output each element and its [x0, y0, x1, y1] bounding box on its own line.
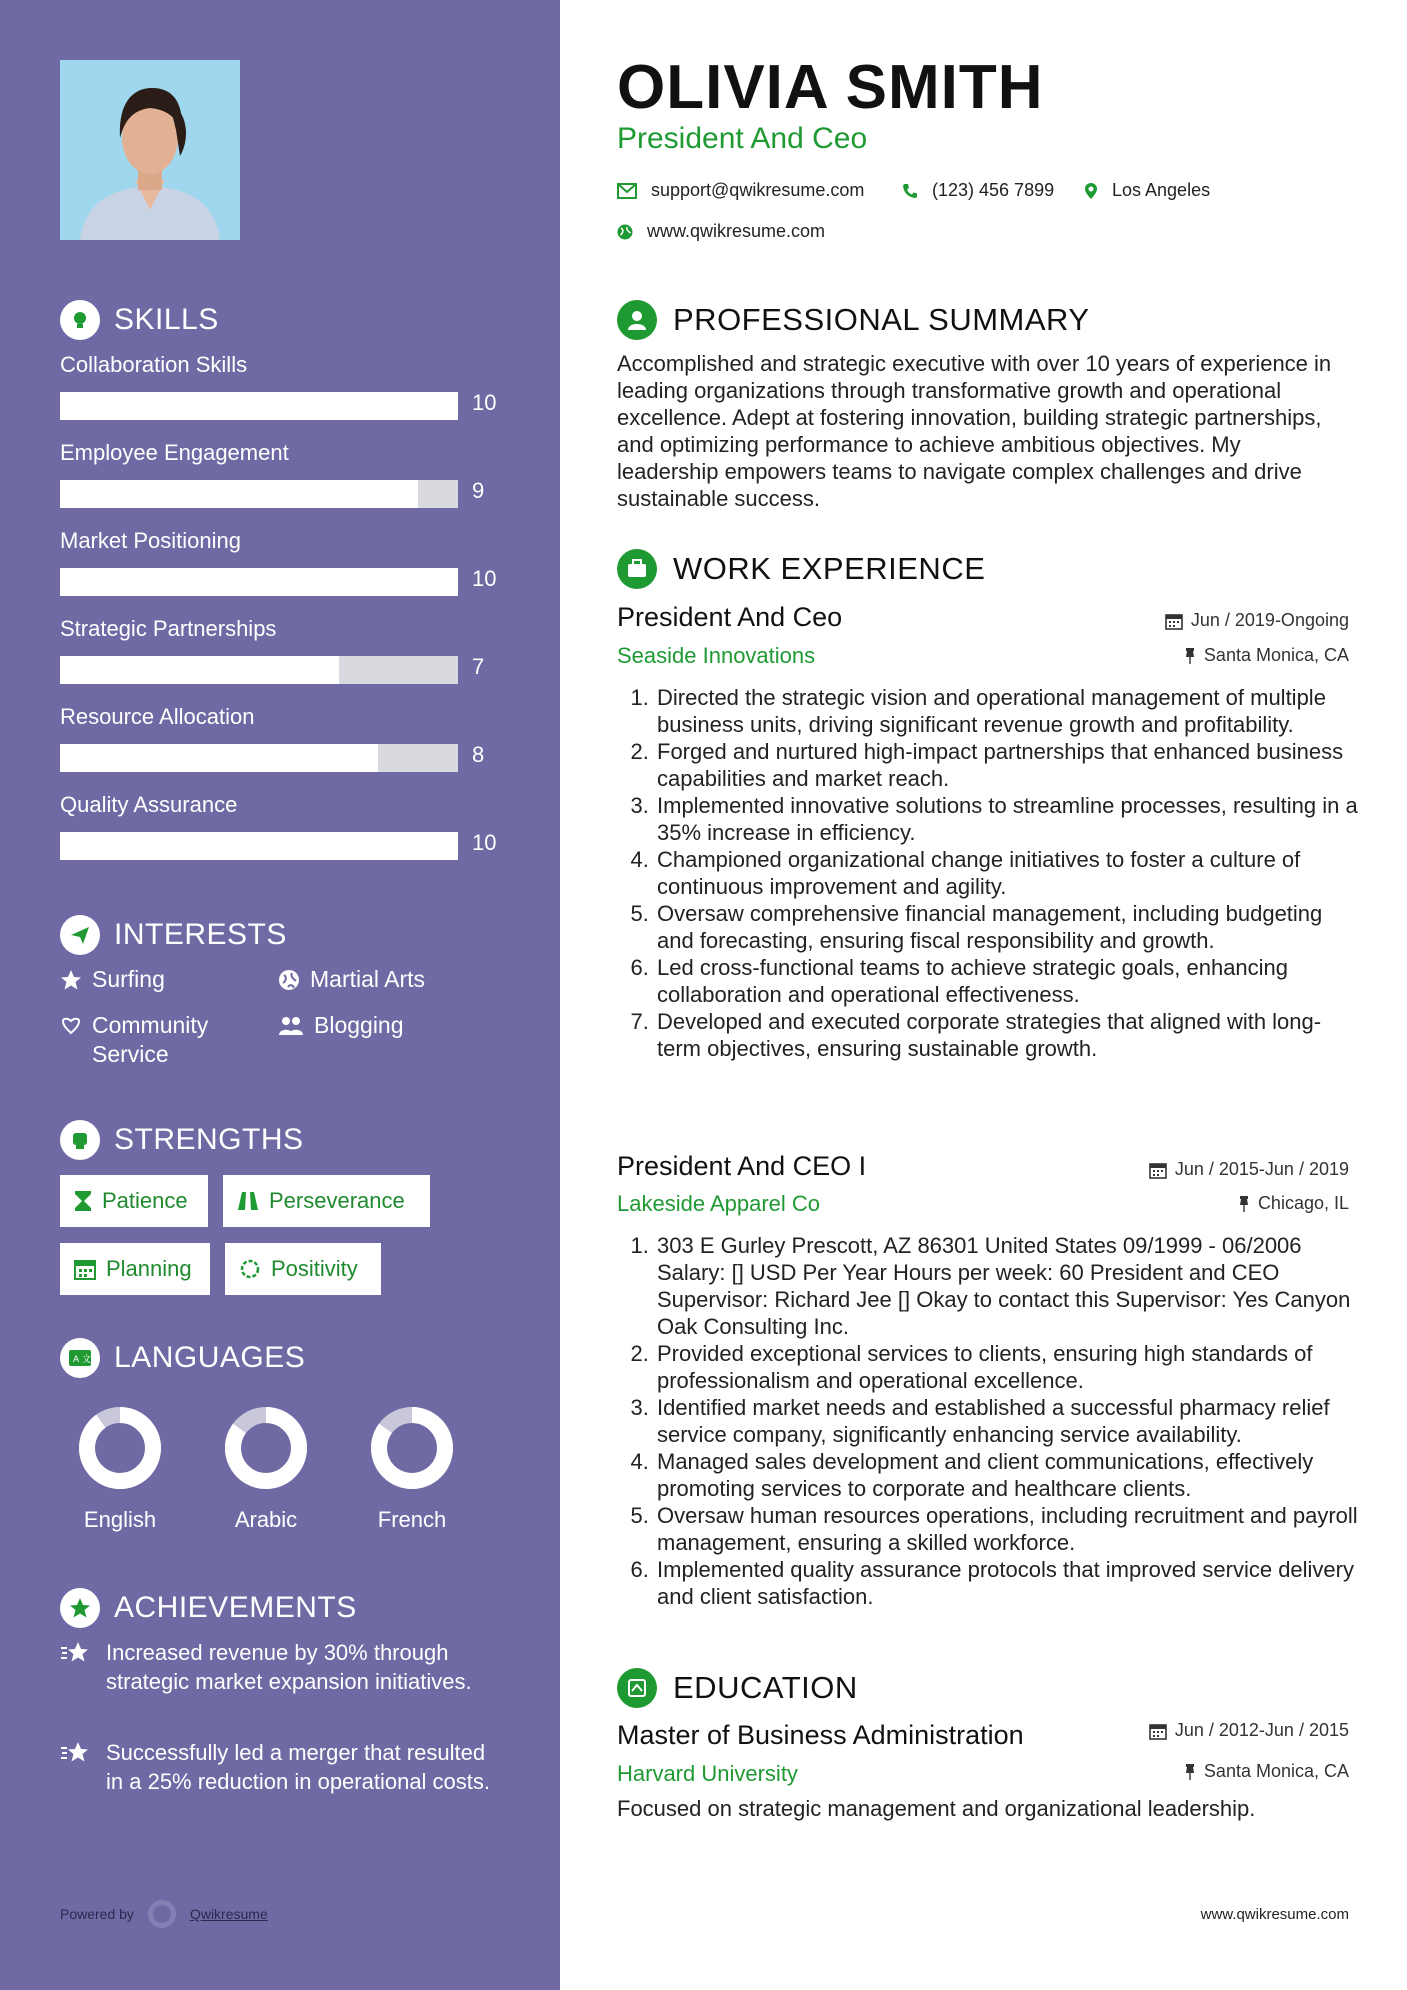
language-level-donut [223, 1405, 309, 1491]
education-location: Santa Monica, CA [1184, 1761, 1349, 1782]
interest-item: Martial Arts [278, 965, 425, 994]
degree-title: Master of Business Administration [617, 1720, 1024, 1750]
skill-name: Market Positioning [60, 528, 241, 553]
duty-item: 3. Identified market needs and established a successful pharmacy relief service company, significantly enhancing service availability. [655, 1394, 1365, 1448]
pin-icon [1184, 1763, 1196, 1781]
job-location: Chicago, IL [1238, 1193, 1349, 1214]
skill-bar-fill [60, 656, 339, 684]
duty-item: 5. Oversaw comprehensive financial management, including budgeting and forecasting, ensuring fiscal responsibility and growth. [655, 900, 1365, 954]
graduation-icon [617, 1668, 657, 1708]
profile-photo [60, 60, 240, 240]
skill-bar [60, 744, 458, 772]
duty-item: 2. Provided exceptional services to clients, ensuring high standards of professionalism and operational excellence. [655, 1340, 1365, 1394]
achievements-heading: ACHIEVEMENTS [60, 1588, 357, 1628]
sidebar [0, 0, 560, 1990]
skill-name: Quality Assurance [60, 792, 238, 817]
calendar-icon [1165, 612, 1183, 630]
skill-score: 10 [472, 566, 497, 591]
phone-icon [902, 183, 918, 199]
contact-phone[interactable]: (123) 456 7899 [902, 180, 1054, 201]
language-item [60, 1405, 180, 1533]
achievement-item: Increased revenue by 30% through strategic market expansion initiatives. [60, 1638, 500, 1696]
map-marker-icon [1084, 182, 1098, 200]
job-company: Lakeside Apparel Co [617, 1191, 821, 1216]
language-item [352, 1405, 472, 1533]
skill-bar-fill [60, 744, 378, 772]
contact-email[interactable]: support@qwikresume.com [617, 180, 864, 201]
calendar-icon [74, 1258, 96, 1280]
strengths-heading: STRENGTHS [60, 1120, 304, 1160]
calendar-icon [1149, 1161, 1167, 1179]
svg-text:A: A [73, 1355, 80, 1365]
experience-heading: WORK EXPERIENCE [617, 549, 985, 589]
skill-score: 8 [472, 742, 485, 767]
language-level-donut [369, 1405, 455, 1491]
skill-score: 9 [472, 478, 485, 503]
interest-item: Blogging [278, 1011, 404, 1040]
duty-item: 1. Directed the strategic vision and operational management of multiple business units, driving significant revenue growth and profitability. [655, 684, 1365, 738]
duty-item: 6. Implemented quality assurance protocols that improved service delivery and client satisfaction. [655, 1556, 1365, 1610]
duty-item: 1. 303 E Gurley Prescott, AZ 86301 United States 09/1999 - 06/2006 Salary: [] USD Per Year Hours per week: 60 President and CEO Supervisor: Richard Jee [] Okay to contact this Supervisor: Yes Canyon Oak Consulting Inc. [655, 1232, 1365, 1340]
star-burst-icon [60, 1640, 92, 1666]
skill-score: 10 [472, 390, 497, 415]
star-burst-icon [60, 1740, 92, 1766]
user-icon [617, 300, 657, 340]
job-dates: Jun / 2019-Ongoing [1165, 610, 1349, 631]
skill-bar-fill [60, 480, 418, 508]
road-icon [237, 1191, 259, 1211]
interests-heading: INTERESTS [60, 915, 287, 955]
users-icon [278, 1015, 304, 1037]
trophy-star-icon [60, 1588, 100, 1628]
skill-bar-fill [60, 392, 458, 420]
skills-heading: SKILLS [60, 300, 219, 340]
powered-by: Powered by Qwikresume [60, 1900, 268, 1928]
circle-notch-icon [239, 1258, 261, 1280]
job-title: President And Ceo [617, 602, 843, 632]
duty-item: 4. Championed organizational change initiatives to foster a culture of continuous improvement and agility. [655, 846, 1365, 900]
job-dates: Jun / 2015-Jun / 2019 [1149, 1159, 1349, 1180]
calendar-icon [1149, 1722, 1167, 1740]
job-title: President And CEO I [617, 1151, 867, 1181]
job-location: Santa Monica, CA [1184, 645, 1349, 666]
education-heading: EDUCATION [617, 1668, 858, 1708]
strength-badge: Perseverance [223, 1175, 430, 1227]
donut-fill [87, 1415, 153, 1481]
language-item [206, 1405, 326, 1533]
language-name: French [377, 1507, 447, 1532]
footer-url[interactable]: www.qwikresume.com [1200, 1906, 1349, 1923]
hand-heart-icon [60, 1015, 82, 1037]
duty-item: 2. Forged and nurtured high-impact partnerships that enhanced business capabilities and market reach. [655, 738, 1365, 792]
globe-icon [617, 224, 633, 240]
pin-icon [1184, 647, 1196, 665]
skill-name: Employee Engagement [60, 440, 289, 465]
interest-item: Community Service [60, 1011, 240, 1069]
job-company: Seaside Innovations [617, 643, 816, 668]
summary-text: Accomplished and strategic executive with over 10 years of experience in leading organizations through transformative growth and operational excellence. Adept at fostering innovation, building strategic partnerships, and optimizing performance to achieve ambitious objectives. My leadership empowers teams to navigate complex challenges and drive sustainable success. [617, 351, 1332, 511]
duty-item: 4. Managed sales development and client communications, effectively promoting services to corporate and healthcare clients. [655, 1448, 1365, 1502]
candidate-role: President And Ceo [617, 122, 868, 155]
skill-bar [60, 832, 458, 860]
strength-badge: Planning [60, 1243, 210, 1295]
job-duties [635, 684, 1365, 1062]
skill-score: 10 [472, 830, 497, 855]
duty-item: 5. Oversaw human resources operations, including recruitment and payroll management, ensuring a skilled workforce. [655, 1502, 1365, 1556]
education-description: Focused on strategic management and organizational leadership. [617, 1796, 1256, 1821]
school-name: Harvard University [617, 1761, 798, 1786]
globe-icon [278, 969, 300, 991]
paper-plane-icon [60, 915, 100, 955]
lightbulb-icon [60, 300, 100, 340]
education-dates: Jun / 2012-Jun / 2015 [1149, 1720, 1349, 1741]
languages-heading: A 文 LANGUAGES [60, 1338, 305, 1378]
skill-bar [60, 480, 458, 508]
duty-item: 3. Implemented innovative solutions to streamline processes, resulting in a 35% increase in efficiency. [655, 792, 1365, 846]
skill-name: Strategic Partnerships [60, 616, 277, 641]
skill-bar [60, 392, 458, 420]
interest-item: Surfing [60, 965, 165, 994]
skill-name: Collaboration Skills [60, 352, 248, 377]
skill-name: Resource Allocation [60, 704, 255, 729]
language-level-donut [77, 1405, 163, 1491]
strength-badge: Patience [60, 1175, 208, 1227]
fist-icon [60, 1120, 100, 1160]
achievement-item: Successfully led a merger that resulted in a 25% reduction in operational costs. [60, 1738, 500, 1796]
skill-score: 7 [472, 654, 485, 679]
pin-icon [1238, 1195, 1250, 1213]
main-content [560, 0, 1407, 1990]
skill-bar [60, 568, 458, 596]
skill-bar [60, 656, 458, 684]
duty-item: 7. Developed and executed corporate strategies that aligned with long-term objectives, ensuring sustainable growth. [655, 1008, 1365, 1062]
summary-heading: PROFESSIONAL SUMMARY [617, 300, 1090, 340]
qwikresume-link[interactable]: Qwikresume [189, 1906, 268, 1922]
language-icon [60, 1338, 100, 1378]
envelope-icon [617, 183, 637, 199]
contact-location: Los Angeles [1084, 180, 1210, 201]
strength-badge: Positivity [225, 1243, 381, 1295]
candidate-name: OLIVIA SMITH [617, 53, 1044, 122]
skill-bar-fill [60, 832, 458, 860]
skill-bar-fill [60, 568, 458, 596]
hourglass-icon [74, 1190, 92, 1212]
star-icon [60, 969, 82, 991]
contact-website[interactable]: www.qwikresume.com [617, 221, 825, 242]
qwikresume-logo-icon [148, 1900, 176, 1928]
duty-item: 6. Led cross-functional teams to achieve strategic goals, enhancing collaboration and operational effectiveness. [655, 954, 1365, 1008]
job-duties [635, 1232, 1365, 1610]
language-name: English [83, 1507, 157, 1532]
svg-text:文: 文 [82, 1355, 92, 1365]
briefcase-icon [617, 549, 657, 589]
language-name: Arabic [234, 1507, 298, 1532]
